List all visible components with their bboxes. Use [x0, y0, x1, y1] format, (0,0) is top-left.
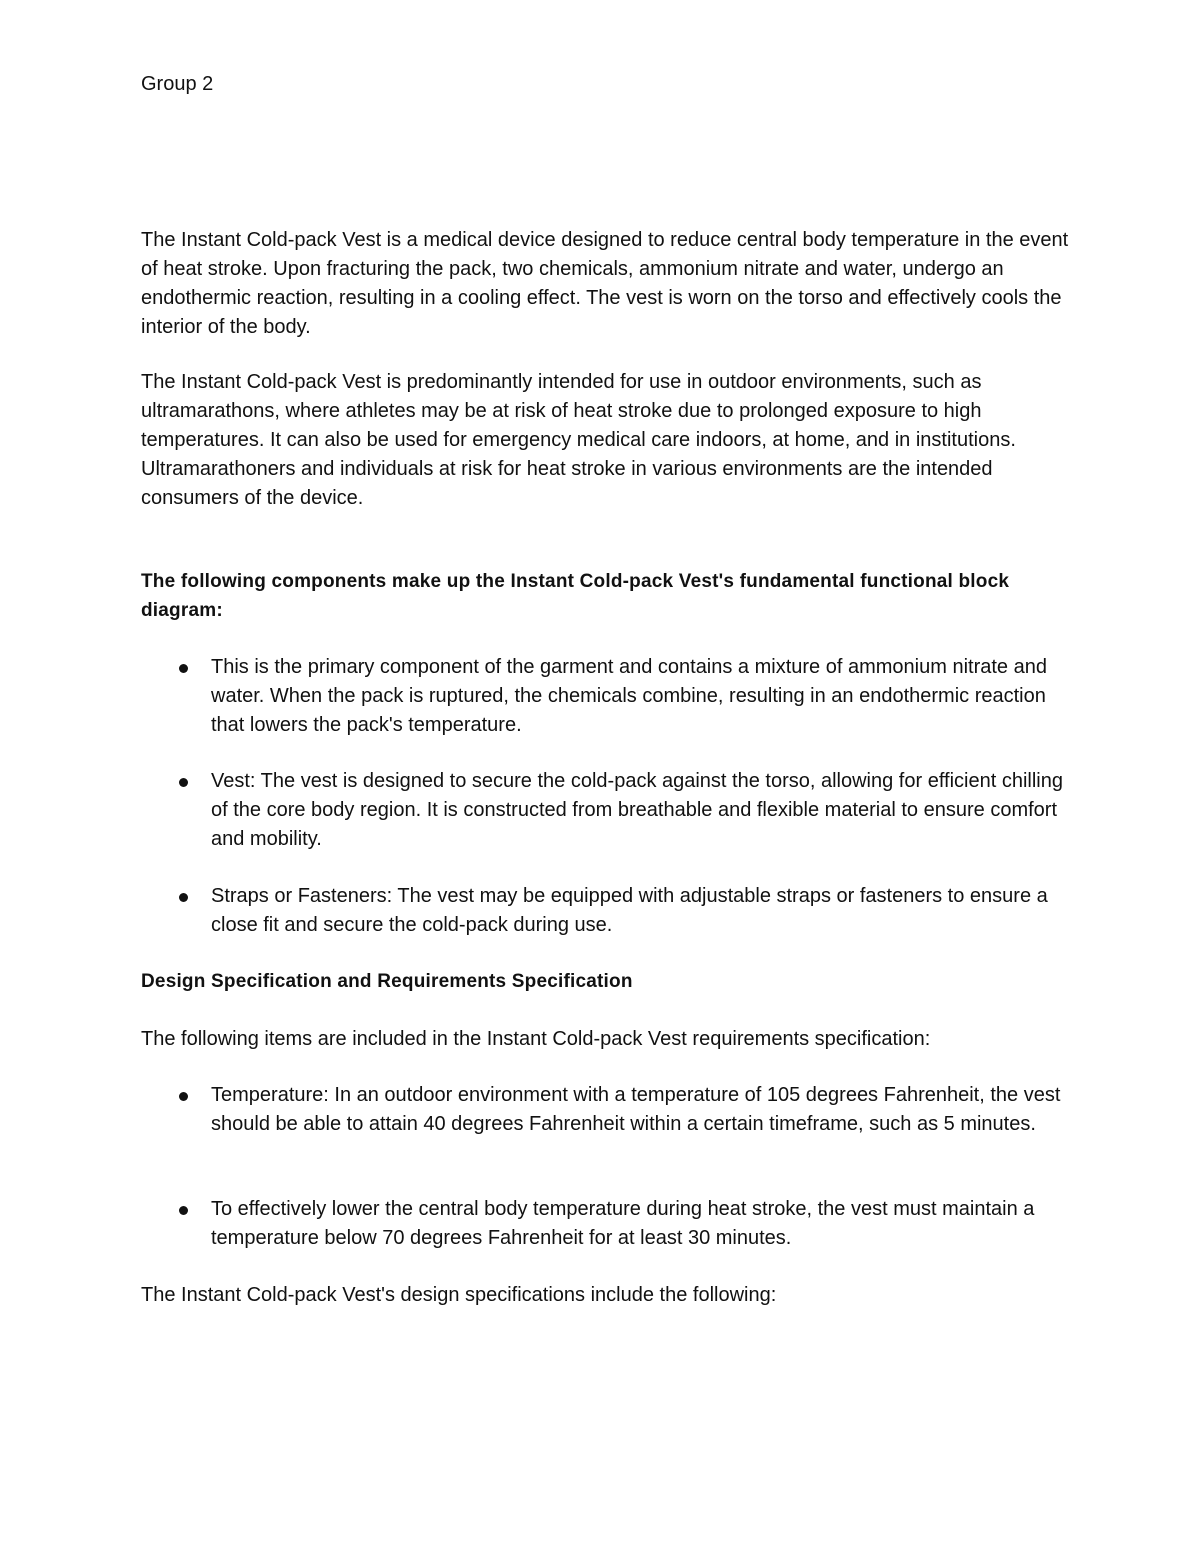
components-heading: The following components make up the Instant Cold-pack Vest's fundamental functional block diagram:: [141, 571, 1010, 621]
bullet-icon: [179, 778, 188, 787]
bullet-icon: [179, 664, 188, 673]
bullet-icon: [179, 1092, 188, 1101]
group-label: Group 2: [141, 73, 214, 95]
intro-paragraph-2: The Instant Cold-pack Vest is predominantly intended for use in outdoor environments, such as ultramarathons, where athletes may be at risk of heat stroke due to prolonged exposure to high temperatures. It can also be used for emergency medical care indoors, at home, and in institutions. Ultramarathoners and individuals at risk for heat stroke in various environments are the intended consumers of the device.: [141, 371, 1016, 509]
component-item-straps: Straps or Fasteners: The vest may be equipped with adjustable straps or fasteners to ensure a close fit and secure the cold-pack during use.: [211, 885, 1048, 936]
design-spec-intro: The Instant Cold-pack Vest's design specifications include the following:: [141, 1284, 777, 1306]
bullet-icon: [179, 1206, 188, 1215]
specs-heading: Design Specification and Requirements Specification: [141, 971, 633, 992]
component-item-cold-pack: This is the primary component of the garment and contains a mixture of ammonium nitrate and water. When the pack is ruptured, the chemicals combine, resulting in an endothermic reaction that lowers the pack's temperature.: [211, 656, 1047, 736]
requirement-item-temperature: Temperature: In an outdoor environment with a temperature of 105 degrees Fahrenheit, the vest should be able to attain 40 degrees Fahrenheit within a certain timeframe, such as 5 minutes.: [211, 1084, 1061, 1135]
intro-paragraph-1: The Instant Cold-pack Vest is a medical device designed to reduce central body temperature in the event of heat stroke. Upon fracturing the pack, two chemicals, ammonium nitrate and water, undergo an endothermic reaction, resulting in a cooling effect. The vest is worn on the torso and effectively cools the interior of the body.: [141, 229, 1069, 338]
requirements-intro: The following items are included in the Instant Cold-pack Vest requirements specification:: [141, 1028, 931, 1050]
requirement-item-maintain: To effectively lower the central body temperature during heat stroke, the vest must maintain a temperature below 70 degrees Fahrenheit for at least 30 minutes.: [211, 1198, 1035, 1249]
component-item-vest: Vest: The vest is designed to secure the cold-pack against the torso, allowing for efficient chilling of the core body region. It is constructed from breathable and flexible material to ensure comfort and mobility.: [211, 770, 1063, 850]
bullet-icon: [179, 893, 188, 902]
